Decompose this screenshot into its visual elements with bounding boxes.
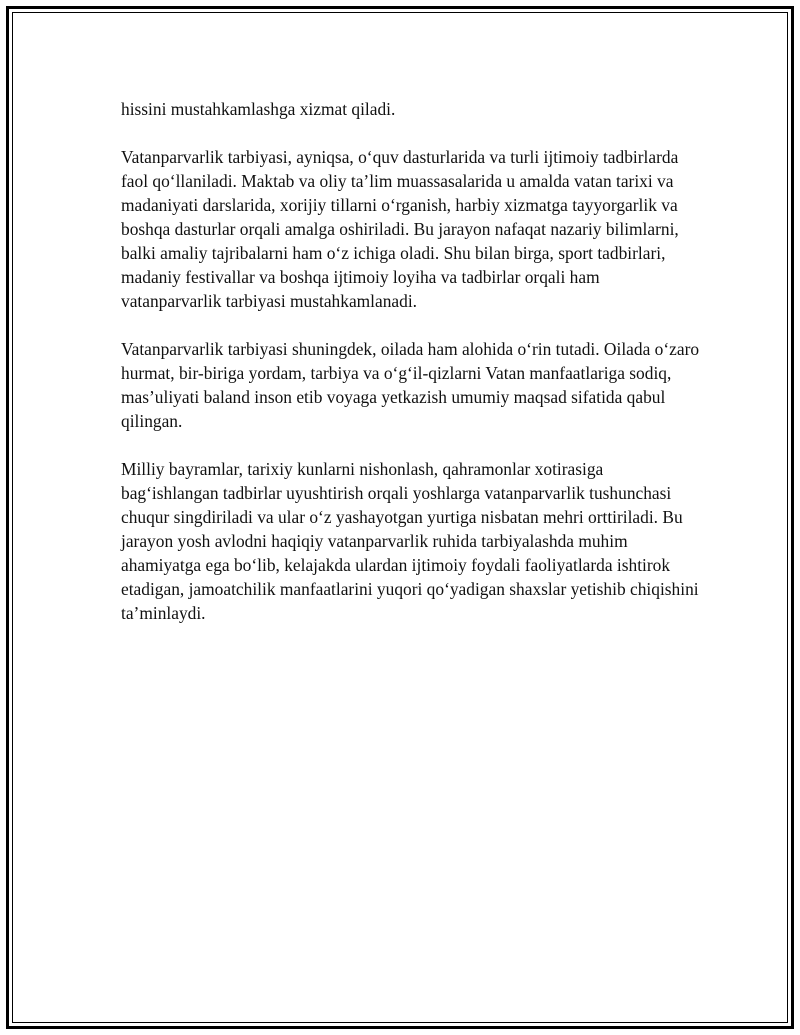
paragraph-2: Vatanparvarlik tarbiyasi, ayniqsa, o‘quv dasturlarida va turli ijtimoiy tadbirlarda faol qo‘llaniladi. Maktab va oliy ta’lim muassasalarida u amalda vatan tarixi va madaniyati darslarida, xorijiy tillarni o‘rganish, harbiy xizmatga tayyorgarlik va boshqa dasturlar orqali amalga oshiriladi. Bu jarayon nafaqat nazariy bilimlarni, balki amaliy tajribalarni ham o‘z ichiga oladi. Shu bilan birga, sport tadbirlari, madaniy festivallar va boshqa ijtimoiy loyiha va tadbirlar orqali ham vatanparvarlik tarbiyasi mustahkamlanadi. [121,147,679,311]
document-page [6,6,794,1029]
document-body [121,97,701,649]
paragraph-3: Vatanparvarlik tarbiyasi shuningdek, oilada ham alohida o‘rin tutadi. Oilada o‘zaro hurmat, bir-biriga yordam, tarbiya va o‘g‘il-qizlarni Vatan manfaatlariga sodiq, mas’uliyati baland inson etib voyaga yetkazish umumiy maqsad sifatida qabul qilingan. [121,339,700,431]
paragraph-1: hissini mustahkamlashga xizmat qiladi. [121,99,396,119]
paragraph-4: Milliy bayramlar, tarixiy kunlarni nishonlash, qahramonlar xotirasiga bag‘ishlangan tadbirlar uyushtirish orqali yoshlarga vatanparvarlik tushunchasi chuqur singdiriladi va ular o‘z yashayotgan yurtiga nisbatan mehri orttiriladi. Bu jarayon yosh avlodni haqiqiy vatanparvarlik ruhida tarbiyalashda muhim ahamiyatga ega bo‘lib, kelajakda ulardan ijtimoiy foydali faoliyatlarda ishtirok etadigan, jamoatchilik manfaatlarini yuqori qo‘yadigan shaxslar yetishib chiqishini ta’minlaydi. [121,459,699,623]
